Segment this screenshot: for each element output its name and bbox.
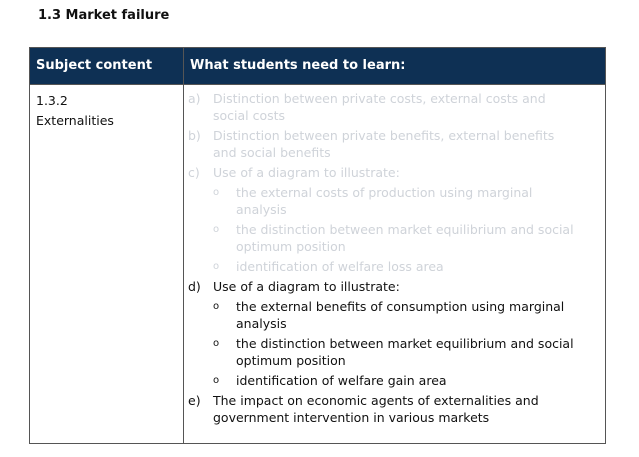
header-what-students-learn: What students need to learn: — [190, 58, 406, 73]
item-c-bullet-2-text: the distinction between market equilibrium and social optimum position — [236, 222, 574, 254]
learning-item-e — [188, 392, 600, 426]
item-c-text: Use of a diagram to illustrate: — [213, 165, 400, 180]
item-e-letter: e) — [188, 393, 201, 408]
spec-table — [29, 47, 606, 444]
item-d-bullet-3-text: identification of welfare gain area — [236, 373, 447, 388]
table-header-row — [30, 48, 605, 85]
topic-name: Externalities — [36, 113, 114, 128]
item-a-letter: a) — [188, 91, 201, 106]
learning-item-d — [188, 278, 600, 295]
learning-content-cell — [188, 90, 600, 429]
item-d-bullet-2 — [188, 335, 600, 369]
item-c-bullet-3-text: identification of welfare loss area — [236, 259, 444, 274]
learning-item-a — [188, 90, 600, 124]
item-d-text: Use of a diagram to illustrate: — [213, 279, 400, 294]
item-c-letter: c) — [188, 165, 200, 180]
item-c-bullet-3 — [188, 258, 600, 275]
item-a-text: Distinction between private costs, external costs and social costs — [213, 91, 546, 123]
item-b-letter: b) — [188, 128, 201, 143]
item-d-bullet-2-text: the distinction between market equilibrium and social optimum position — [236, 336, 574, 368]
item-e-text: The impact on economic agents of externalities and government intervention in various markets — [213, 393, 539, 425]
bullet-icon: o — [213, 375, 220, 386]
item-b-text: Distinction between private benefits, external benefits and social benefits — [213, 128, 555, 160]
bullet-icon: o — [213, 301, 220, 312]
section-title: 1.3 Market failure — [38, 8, 170, 23]
header-subject-content: Subject content — [36, 58, 153, 73]
bullet-icon: o — [213, 224, 220, 235]
item-d-bullet-1 — [188, 298, 600, 332]
bullet-icon: o — [213, 187, 220, 198]
item-d-letter: d) — [188, 279, 201, 294]
topic-code: 1.3.2 — [36, 93, 68, 108]
item-c-bullet-1 — [188, 184, 600, 218]
item-d-bullet-1-text: the external benefits of consumption using marginal analysis — [236, 299, 565, 331]
learning-item-b — [188, 127, 600, 161]
column-divider — [183, 48, 184, 443]
item-c-bullet-1-text: the external costs of production using marginal analysis — [236, 185, 533, 217]
bullet-icon: o — [213, 338, 220, 349]
subject-content-cell — [36, 91, 114, 131]
learning-item-c — [188, 164, 600, 181]
bullet-icon: o — [213, 261, 220, 272]
item-d-bullet-3 — [188, 372, 600, 389]
item-c-bullet-2 — [188, 221, 600, 255]
